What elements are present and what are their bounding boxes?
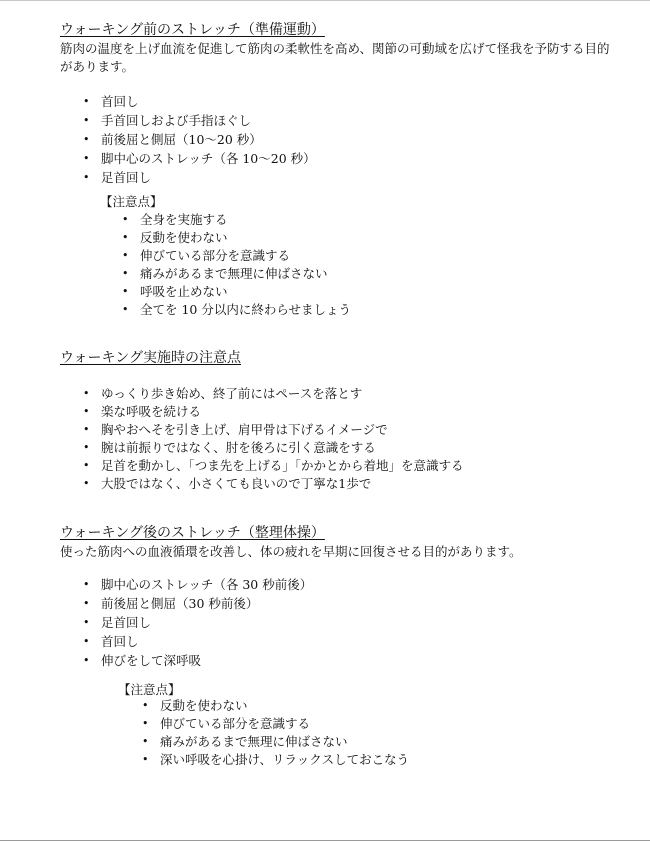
- bullet-icon: •: [83, 441, 90, 454]
- bullet-icon: •: [122, 285, 129, 298]
- bullet-icon: •: [83, 387, 90, 400]
- list-item: • 腕は前振りではなく、肘を後ろに引く意識をする: [83, 440, 376, 455]
- list-item: • 痛みがあるまで無理に伸ばさない: [122, 266, 328, 281]
- page-top-edge: [0, 0, 650, 1]
- section-heading: ウォーキング後のストレッチ（整理体操）: [60, 525, 325, 541]
- list-item: • 首回し: [83, 94, 139, 109]
- caution-label: 【注意点】: [100, 194, 163, 209]
- list-item: • 呼吸を止めない: [122, 284, 228, 299]
- bullet-icon: •: [83, 635, 90, 648]
- list-item: • 痛みがあるまで無理に伸ばさない: [142, 734, 348, 749]
- section-pre-walk-stretch: [60, 21, 620, 76]
- list-item: • 伸びている部分を意識する: [142, 716, 311, 731]
- bullet-icon: •: [83, 95, 90, 108]
- section-description: 使った筋肉への血液循環を改善し、体の疲れを早期に回復させる目的があります。: [60, 544, 522, 559]
- pre-walk-caution-list: [122, 211, 351, 319]
- bullet-icon: •: [83, 171, 90, 184]
- list-item: • 伸びをして深呼吸: [83, 653, 202, 668]
- list-item: • 伸びている部分を意識する: [122, 248, 291, 263]
- list-item: • 反動を使わない: [122, 230, 228, 245]
- list-item: • 脚中心のストレッチ（各 10〜20 秒）: [83, 151, 316, 166]
- bullet-icon: •: [122, 231, 129, 244]
- bullet-icon: •: [83, 616, 90, 629]
- list-item: • ゆっくり歩き始め、終了前にはペースを落とす: [83, 386, 363, 401]
- pre-walk-item-list: [83, 92, 316, 187]
- bullet-icon: •: [122, 303, 129, 316]
- list-item: • 深い呼吸を心掛け、リラックスしておこなう: [142, 752, 410, 767]
- list-item: • 首回し: [83, 634, 139, 649]
- bullet-icon: •: [83, 114, 90, 127]
- list-item: • 全てを 10 分以内に終わらせましょう: [122, 302, 351, 317]
- bullet-icon: •: [83, 477, 90, 490]
- list-item: • 楽な呼吸を続ける: [83, 404, 202, 419]
- list-item: • 足首回し: [83, 170, 152, 185]
- list-item: • 反動を使わない: [142, 698, 248, 713]
- bullet-icon: •: [83, 459, 90, 472]
- section-during-walk-notes: [60, 349, 620, 367]
- list-item: • 足首回し: [83, 615, 152, 630]
- section-post-walk-stretch: [60, 524, 620, 561]
- bullet-icon: •: [83, 597, 90, 610]
- list-item: • 手首回しおよび手指ほぐし: [83, 113, 252, 128]
- during-walk-item-list: [83, 385, 464, 493]
- section-heading: ウォーキング実施時の注意点: [60, 350, 242, 366]
- list-item: • 前後屈と側屈（10〜20 秒）: [83, 132, 262, 147]
- list-item: • 脚中心のストレッチ（各 30 秒前後）: [83, 577, 313, 592]
- bullet-icon: •: [83, 133, 90, 146]
- list-item: • 前後屈と側屈（30 秒前後）: [83, 596, 259, 611]
- bullet-icon: •: [142, 717, 149, 730]
- bullet-icon: •: [122, 267, 129, 280]
- bullet-icon: •: [142, 735, 149, 748]
- list-item: • 足首を動かし、「つま先を上げる」「かかとから着地」を意識する: [83, 458, 464, 473]
- section-heading: ウォーキング前のストレッチ（準備運動）: [60, 22, 325, 38]
- bullet-icon: •: [83, 152, 90, 165]
- bullet-icon: •: [83, 423, 90, 436]
- section-description: 筋肉の温度を上げ血流を促進して筋肉の柔軟性を高め、関節の可動域を広げて怪我を予防する目的があります。: [60, 41, 610, 74]
- post-walk-caution-list: [142, 697, 410, 769]
- bullet-icon: •: [122, 249, 129, 262]
- bullet-icon: •: [122, 213, 129, 226]
- bullet-icon: •: [142, 753, 149, 766]
- bullet-icon: •: [83, 654, 90, 667]
- list-item: • 大股ではなく、小さくても良いので丁寧な1歩で: [83, 476, 372, 491]
- list-item: • 全身を実施する: [122, 212, 228, 227]
- bullet-icon: •: [83, 578, 90, 591]
- post-walk-item-list: [83, 575, 313, 670]
- list-item: • 胸やおへそを引き上げ、肩甲骨は下げるイメージで: [83, 422, 388, 437]
- caution-label: 【注意点】: [118, 682, 181, 697]
- bullet-icon: •: [142, 699, 149, 712]
- bullet-icon: •: [83, 405, 90, 418]
